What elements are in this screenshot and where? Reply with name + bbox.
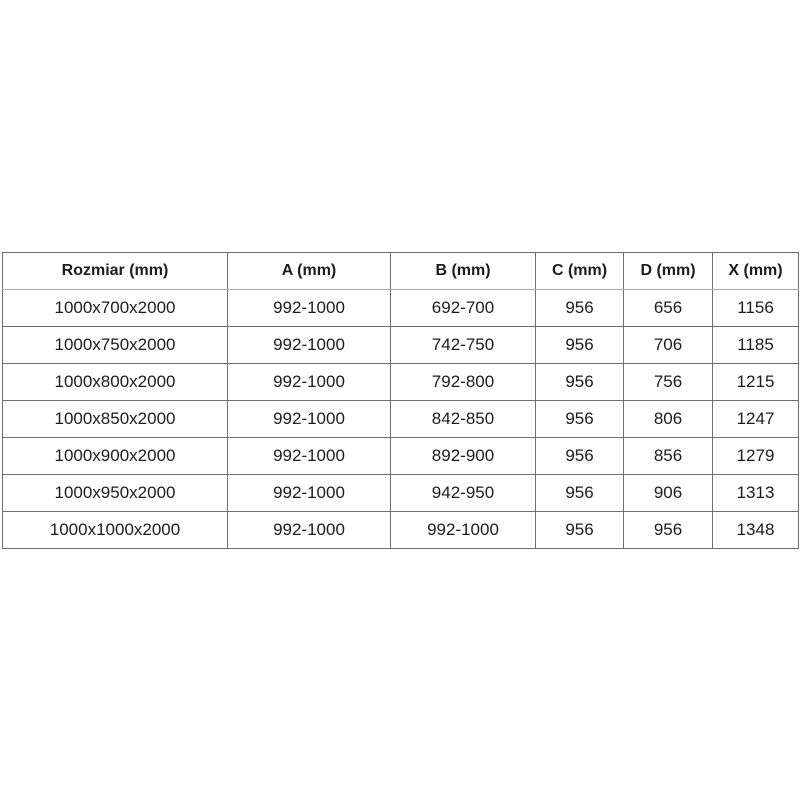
- table-cell: 1000x750x2000: [3, 327, 228, 364]
- table-cell: 656: [624, 290, 713, 327]
- table-cell: 1215: [713, 364, 799, 401]
- table-row: [3, 512, 799, 549]
- dimensions-table: [2, 252, 799, 549]
- table-cell: 856: [624, 438, 713, 475]
- table-cell: 992-1000: [228, 475, 391, 512]
- table-cell: 1000x700x2000: [3, 290, 228, 327]
- table-cell: 992-1000: [391, 512, 536, 549]
- table-cell: 942-950: [391, 475, 536, 512]
- table-cell: 1313: [713, 475, 799, 512]
- table-cell: 1000x1000x2000: [3, 512, 228, 549]
- table-row: [3, 364, 799, 401]
- table-cell: 756: [624, 364, 713, 401]
- table-cell: 992-1000: [228, 512, 391, 549]
- table-cell: 956: [536, 475, 624, 512]
- table-cell: 992-1000: [228, 438, 391, 475]
- column-header-x: X (mm): [713, 253, 799, 290]
- table-cell: 956: [536, 438, 624, 475]
- table-cell: 1348: [713, 512, 799, 549]
- table-cell: 992-1000: [228, 327, 391, 364]
- column-header-rozmiar: Rozmiar (mm): [3, 253, 228, 290]
- table-cell: 956: [536, 401, 624, 438]
- table-row: [3, 327, 799, 364]
- table-header: [3, 253, 799, 290]
- column-header-c: C (mm): [536, 253, 624, 290]
- table-cell: 892-900: [391, 438, 536, 475]
- table-cell: 906: [624, 475, 713, 512]
- column-header-a: A (mm): [228, 253, 391, 290]
- column-header-b: B (mm): [391, 253, 536, 290]
- table-cell: 956: [536, 327, 624, 364]
- column-header-d: D (mm): [624, 253, 713, 290]
- table-cell: 992-1000: [228, 290, 391, 327]
- table-cell: 1000x800x2000: [3, 364, 228, 401]
- table-cell: 792-800: [391, 364, 536, 401]
- table-body: [3, 290, 799, 549]
- table-cell: 956: [624, 512, 713, 549]
- table-cell: 992-1000: [228, 401, 391, 438]
- table-cell: 1000x950x2000: [3, 475, 228, 512]
- table-cell: 1247: [713, 401, 799, 438]
- table-cell: 1000x850x2000: [3, 401, 228, 438]
- table-cell: 692-700: [391, 290, 536, 327]
- table-cell: 742-750: [391, 327, 536, 364]
- table-cell: 806: [624, 401, 713, 438]
- table-cell: 706: [624, 327, 713, 364]
- table-cell: 956: [536, 290, 624, 327]
- table-cell: 842-850: [391, 401, 536, 438]
- table-cell: 1000x900x2000: [3, 438, 228, 475]
- table-row: [3, 401, 799, 438]
- table-cell: 1279: [713, 438, 799, 475]
- table-header-row: [3, 253, 799, 290]
- table-cell: 956: [536, 512, 624, 549]
- table-cell: 956: [536, 364, 624, 401]
- table-row: [3, 290, 799, 327]
- table-cell: 1185: [713, 327, 799, 364]
- table-cell: 992-1000: [228, 364, 391, 401]
- table-row: [3, 438, 799, 475]
- table-row: [3, 475, 799, 512]
- table-cell: 1156: [713, 290, 799, 327]
